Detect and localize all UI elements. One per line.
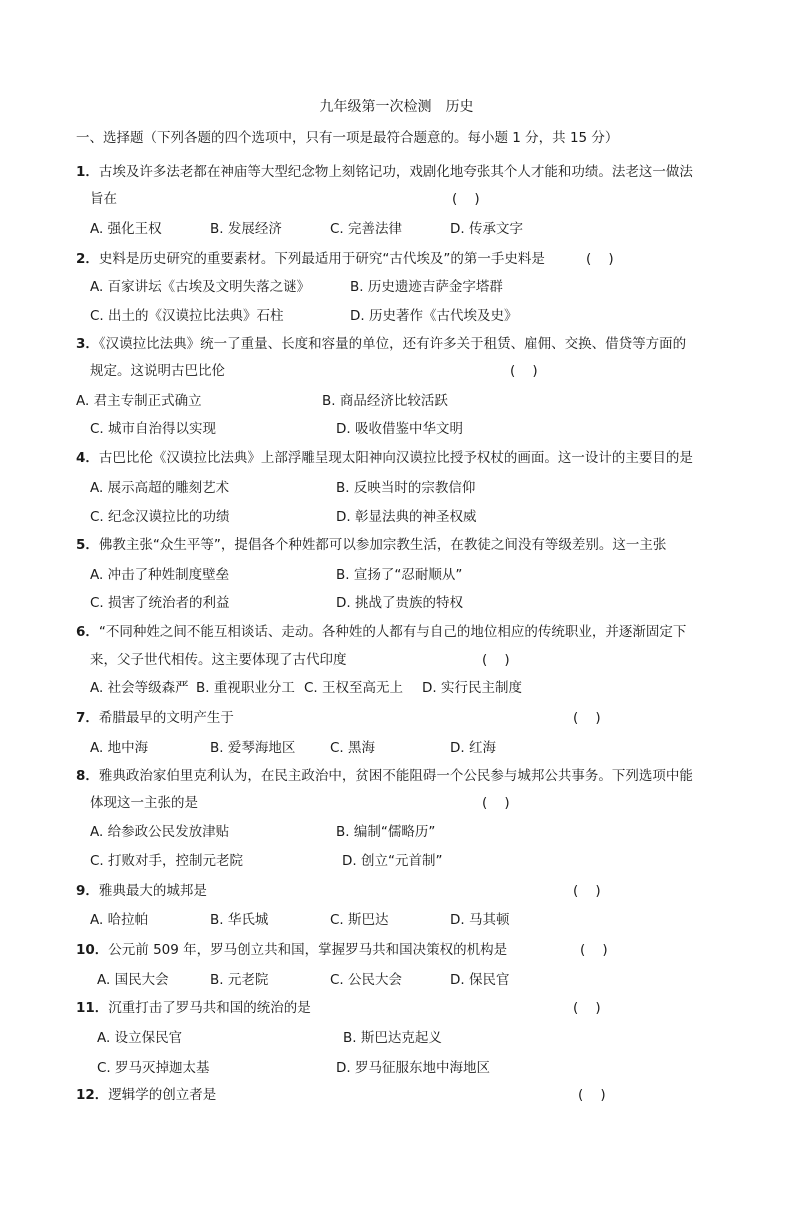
option-b: B. 元老院	[210, 972, 269, 988]
option-c: C. 纪念汉谟拉比的功绩	[90, 509, 230, 525]
answer-paren: ( )	[510, 363, 538, 379]
option-a: A. 展示高超的雕刻艺术	[90, 480, 230, 496]
question-6-cont: 来，父子世代相传。这主要体现了古代印度	[90, 652, 347, 668]
section-heading: 一、选择题（下列各题的四个选项中，只有一项是最符合题意的。每小题 1 分，共 15 分）	[76, 130, 619, 146]
option-c: C. 黑海	[330, 740, 376, 756]
question-1: 1．古埃及许多法老都在神庙等大型纪念物上刻铭记功，戏剧化地夸张其个人才能和功绩。法老这一做法	[76, 164, 693, 180]
question-3: 3．《汉谟拉比法典》统一了重量、长度和容量的单位，还有许多关于租赁、雇佣、交换、借贷等方面的	[76, 336, 687, 352]
answer-paren: ( )	[573, 883, 601, 899]
answer-paren: ( )	[573, 710, 601, 726]
option-b: B. 发展经济	[210, 221, 282, 237]
option-b: B. 爱琴海地区	[210, 740, 296, 756]
option-c: C. 完善法律	[330, 221, 403, 237]
answer-paren: ( )	[573, 1000, 601, 1016]
question-9: 9．雅典最大的城邦是	[76, 883, 207, 899]
option-c: C. 罗马灭掉迦太基	[97, 1060, 210, 1076]
option-c: C. 公民大会	[330, 972, 403, 988]
option-b: B. 商品经济比较活跃	[322, 393, 448, 409]
option-b: B. 编制“儒略历”	[336, 824, 436, 840]
option-d: D. 吸收借鉴中华文明	[336, 421, 463, 437]
option-a: A. 强化王权	[90, 221, 162, 237]
answer-paren: ( )	[482, 652, 510, 668]
option-d: D. 红海	[450, 740, 496, 756]
option-b: B. 重视职业分工	[196, 680, 295, 696]
question-6: 6．“不同种姓之间不能互相谈话、走动。各种姓的人都有与自己的地位相应的传统职业，并逐渐固定下	[76, 624, 687, 640]
option-d: D. 创立“元首制”	[342, 853, 443, 869]
option-b: B. 斯巴达克起义	[343, 1030, 442, 1046]
option-d: D. 保民官	[450, 972, 510, 988]
question-10: 10．公元前 509 年，罗马创立共和国，掌握罗马共和国决策权的机构是	[76, 942, 508, 958]
option-d: D. 挑战了贵族的特权	[336, 595, 463, 611]
option-d: D. 马其顿	[450, 912, 510, 928]
option-c: C. 打败对手，控制元老院	[90, 853, 244, 869]
option-a: A. 社会等级森严	[90, 680, 189, 696]
answer-paren: ( )	[586, 251, 614, 267]
page-title: 九年级第一次检测 历史	[319, 99, 474, 115]
option-a: A. 国民大会	[97, 972, 169, 988]
question-2: 2．史料是历史研究的重要素材。下列最适用于研究“古代埃及”的第一手史料是	[76, 251, 545, 267]
option-a: A. 给参政公民发放津贴	[90, 824, 230, 840]
option-b: B. 历史遗迹吉萨金字塔群	[350, 279, 503, 295]
option-c: C. 城市自治得以实现	[90, 421, 217, 437]
answer-paren: ( )	[580, 942, 608, 958]
option-d: D. 彰显法典的神圣权威	[336, 509, 477, 525]
question-5: 5．佛教主张“众生平等”，提倡各个种姓都可以参加宗教生活，在教徒之间没有等级差别。这一主张	[76, 537, 667, 553]
option-b: B. 反映当时的宗教信仰	[336, 480, 476, 496]
question-8-cont: 体现这一主张的是	[90, 795, 198, 811]
answer-paren: ( )	[452, 191, 480, 207]
option-a: A. 哈拉帕	[90, 912, 149, 928]
option-b: B. 华氏城	[210, 912, 269, 928]
option-c: C. 出土的《汉谟拉比法典》石柱	[90, 308, 284, 324]
option-a: A. 设立保民官	[97, 1030, 183, 1046]
answer-paren: ( )	[578, 1087, 606, 1103]
option-a: A. 地中海	[90, 740, 149, 756]
option-c: C. 损害了统治者的利益	[90, 595, 230, 611]
question-11: 11．沉重打击了罗马共和国的统治的是	[76, 1000, 311, 1016]
answer-paren: ( )	[482, 795, 510, 811]
option-d: D. 历史著作《古代埃及史》	[350, 308, 518, 324]
option-c: C. 王权至高无上	[304, 680, 404, 696]
option-c: C. 斯巴达	[330, 912, 389, 928]
question-12: 12．逻辑学的创立者是	[76, 1087, 217, 1103]
option-d: D. 传承文字	[450, 221, 523, 237]
option-d: D. 实行民主制度	[422, 680, 522, 696]
question-7: 7．希腊最早的文明产生于	[76, 710, 234, 726]
option-a: A. 君主专制正式确立	[76, 393, 202, 409]
option-b: B. 宣扬了“忍耐顺从”	[336, 567, 463, 583]
option-a: A. 百家讲坛《古埃及文明失落之谜》	[90, 279, 311, 295]
option-d: D. 罗马征服东地中海地区	[336, 1060, 490, 1076]
question-4: 4．古巴比伦《汉谟拉比法典》上部浮雕呈现太阳神向汉谟拉比授予权杖的画面。这一设计的主要目的是	[76, 450, 693, 466]
question-1-cont: 旨在	[90, 191, 117, 207]
question-3-cont: 规定。这说明古巴比伦	[90, 363, 225, 379]
question-8: 8．雅典政治家伯里克利认为，在民主政治中，贫困不能阻碍一个公民参与城邦公共事务。下列选项中能	[76, 768, 693, 784]
option-a: A. 冲击了种姓制度壁垒	[90, 567, 230, 583]
